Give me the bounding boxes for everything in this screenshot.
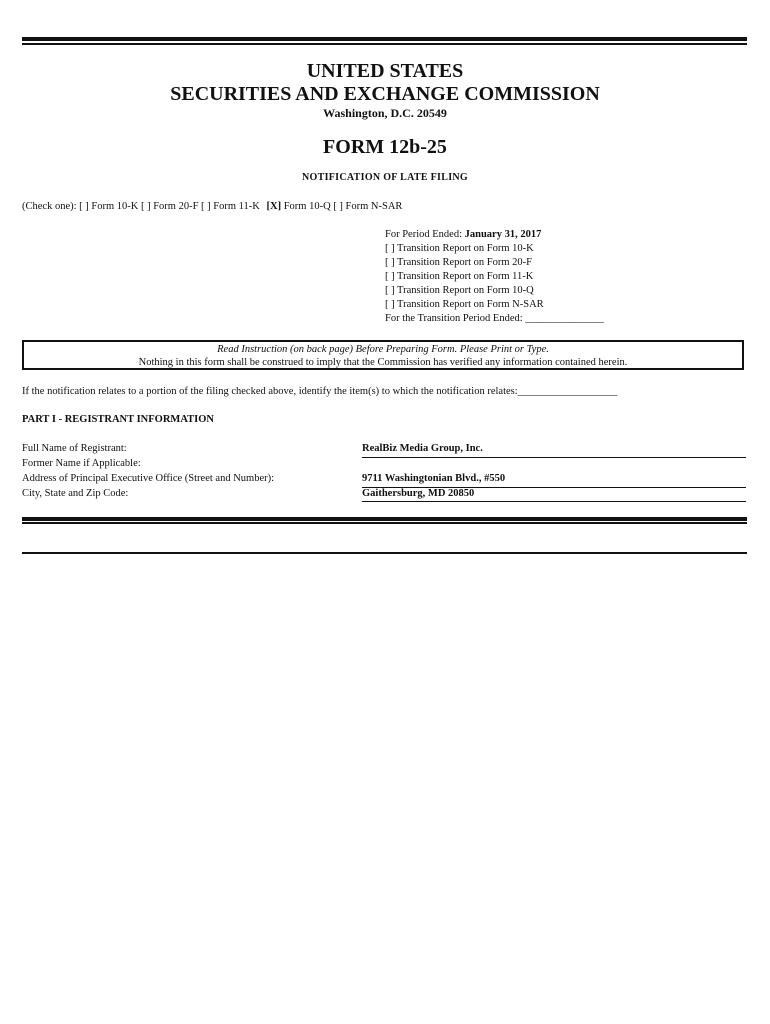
transition-period-ended: For the Transition Period Ended: _______________	[385, 313, 605, 324]
city-value: Gaithersburg, MD 20850	[362, 488, 746, 502]
address-label: Address of Principal Executive Office (Street and Number):	[22, 473, 275, 484]
check-one-suffix: Form 10-Q [ ] Form N-SAR	[283, 201, 403, 212]
period-ended-label: For Period Ended:	[385, 229, 462, 240]
transition-nsar[interactable]: [ ] Transition Report on Form N-SAR	[385, 299, 544, 310]
transition-20f[interactable]: [ ] Transition Report on Form 20-F	[385, 257, 533, 268]
transition-10q[interactable]: [ ] Transition Report on Form 10-Q	[385, 285, 534, 296]
transition-10k[interactable]: [ ] Transition Report on Form 10-K	[385, 243, 534, 254]
former-name-label: Former Name if Applicable:	[22, 458, 141, 469]
city-label: City, State and Zip Code:	[22, 488, 129, 499]
full-name-label: Full Name of Registrant:	[22, 443, 127, 454]
period-ended-row	[385, 228, 604, 242]
bottom-rule	[22, 552, 747, 554]
notice-line-2: Nothing in this form shall be construed to imply that the Commission has verified any information contained herein.	[138, 357, 628, 368]
form-subtitle: NOTIFICATION OF LATE FILING	[302, 172, 468, 183]
header-address: Washington, D.C. 20549	[323, 106, 447, 120]
notice-line-1: Read Instruction (on back page) Before Preparing Form. Please Print or Type.	[217, 344, 549, 355]
portion-text: If the notification relates to a portion of the filing checked above, identify the item(s) to which the notification relates:___________________	[22, 386, 618, 397]
section-rule	[22, 517, 747, 521]
check-one-prefix: (Check one): [ ] Form 10-K [ ] Form 20-F [ ] Form 11-K	[22, 201, 260, 212]
form-title: FORM 12b-25	[323, 136, 447, 158]
header-line-2: SECURITIES AND EXCHANGE COMMISSION	[170, 83, 600, 105]
top-rule-secondary	[22, 43, 747, 45]
header-line-1: UNITED STATES	[306, 60, 464, 82]
check-one-line	[22, 201, 402, 212]
period-block	[385, 228, 604, 326]
part1-title: PART I - REGISTRANT INFORMATION	[22, 414, 214, 425]
address-value: 9711 Washingtonian Blvd., #550	[362, 473, 746, 488]
section-rule-secondary	[22, 522, 747, 524]
notice-box	[22, 340, 744, 370]
top-rule	[22, 37, 747, 41]
period-ended-value: January 31, 2017	[464, 229, 542, 240]
full-name-value: RealBiz Media Group, Inc.	[362, 443, 746, 458]
transition-11k[interactable]: [ ] Transition Report on Form 11-K	[385, 271, 534, 282]
checked-box-form-10q[interactable]: [X]	[266, 201, 282, 212]
